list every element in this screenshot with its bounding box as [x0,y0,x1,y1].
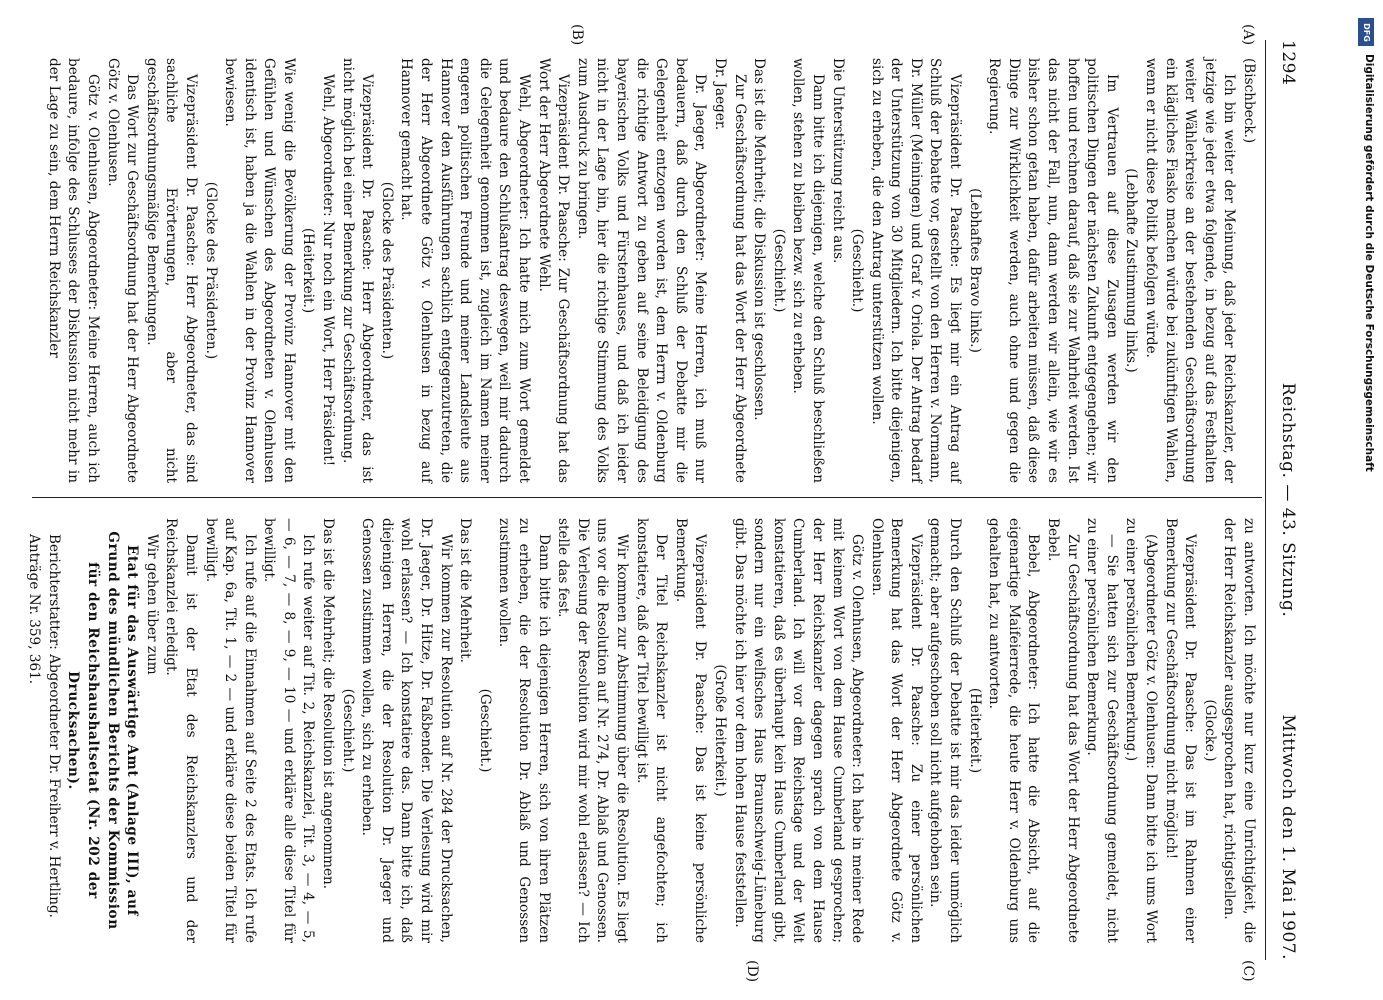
paragraph: Ich rufe weiter auf Tit. 2, Reichskanzlei, Tit. 3, — 4, — 5, — 6, — 7, — 8, — 9, — 10 — und erkläre alle diese Titel für bewilligt. [261,518,317,943]
paragraph: Götz v. Olenhusen, Abgeordneter: Ich habe in meiner Rede mit keinem Wort von dem Hause Cumberland gesprochen; der Herr Reichskanzler dagegen sprach von dem Hause Cumberland. Ich will vor dem Reichstage und der Welt konstatieren, daß es überhaupt kein Haus Cumberland gibt, sondern nur ein welfisches Haus Braunschweig-Lüneburg gibt. Das möchte ich hier vor dem hohen Hause feststellen. [731,518,866,943]
margin-marker-a: (A) [1240,24,1256,46]
agenda-item-heading: Etat für das Auswärtige Amt (Anlage III), auf Grund des mündlichen Berichts der Kommission für den Reichshaushaltsetat (Nr. 202 der Drucksachen). [65,531,141,930]
paragraph: zu antworten. Ich möchte nur kurz eine Unrichtigkeit, die der Herr Reichskanzler ausgesprochen hat, richtigstellen. [1221,518,1257,943]
paragraph: Wie wenig die Bevölkerung der Provinz Hannover mit den Gefühlen und Wünschen des Abgeordneten v. Olenhusen identisch ist, haben ja die Wahlen in der Provinz Hannover bewiesen. [222,58,297,483]
paragraph: — Sie hatten sich zur Geschäftsordnung gemeldet, nicht zu einer persönlichen Bemerkung. [1084,518,1120,943]
stage-direction: (Heiterkeit.) [966,687,983,774]
page-number: 1294 [1278,40,1298,86]
paragraph: Wir gehen über zum [143,534,160,675]
stage-direction: (Glocke des Präsidenten.) [378,181,395,360]
column-divider [32,497,1262,498]
stage-direction: (Glocke des Präsidenten.) [202,181,219,360]
dfg-logo: DFG [1358,18,1374,46]
paragraph: Durch den Schluß der Debatte ist mir das leider unmöglich gemacht; aber aufgeschoben soll nicht aufgehoben sein. [927,518,964,943]
paragraph: Wehl, Abgeordneter: Nur noch ein Wort, Herr Präsident! [320,74,337,467]
margin-marker-b: (B) [569,24,585,46]
right-column [24,518,1258,943]
header-rule [1265,40,1266,960]
stage-direction: (Geschieht.) [476,688,493,773]
paragraph: Wehl, Abgeordneter: Ich hatte mich zum Wort gemeldet und bedaure den Schlußantrag deswegen, weil mir dadurch die Gelegenheit genommen ist, zugleich im Namen meiner engeren politischen Freunde und meiner Landsleute aus Hannover den Ausführungen sachlich entgegenzutreten, die der Herr Abgeordnete Götz v. Olenhusen in bezug auf Hannover gemacht hat. [398,58,533,483]
paragraph: Ich bin weiter der Meinung, daß jeder Reichskanzler, der jetzige wie jeder etwa folgende, in bezug auf das Festhalten weiter Wählerkreise an der bestehenden Geschäftsordnung ein klägliches Fiasko machen würde bei zukünftigen Wahlen, wenn er nicht diese Politik befolgen würde. [1143,58,1238,483]
session-title: Reichstag. — 43. Sitzung. [1278,382,1298,618]
paragraph: Zur Geschäftsordnung hat das Wort der Herr Abgeordnete Dr. Jaeger. [711,58,748,483]
paragraph: Damit ist der Etat des Reichskanzlers und der Reichskanzlei erledigt. [163,518,199,943]
paragraph: Dann bitte ich diejenigen Herren, sich von ihren Plätzen zu erheben, die der Resolution Dr. Ablaß und Genossen zustimmen wollen. [496,518,552,943]
paragraph: Das ist die Mehrheit. [457,518,474,663]
paragraph: Bebel, Abgeordneter: Ich hatte die Absicht, auf die eigenartige Maifeierrede, die heute Herr v. Oldenburg uns gehalten hat, zu antworten. [986,518,1042,943]
paragraph: Wir kommen zur Abstimmung über die Resolution. Es liegt uns vor die Resolution auf Nr. 274, Dr. Ablaß und Genossen. Die Verlesung der Resolution wird mir wohl erlassen? — Ich stelle das fest. [555,518,630,943]
page-header [1268,40,1298,960]
paragraph: (Abgeordneter Götz v. Olenhusen: Dann bitte ich ums Wort zu einer persönlichen Bemerkung.) [1123,518,1160,943]
paragraph: Vizepräsident Dr. Paasche: Das ist keine persönliche Bemerkung. [672,518,709,943]
margin-marker-c: (C) [1240,960,1256,982]
paragraph: Zur Geschäftsordnung hat das Wort der Herr Abgeordnete Bebel. [1045,518,1081,943]
paragraph: Vizepräsident Dr. Paasche: Zur Geschäftsordnung hat das Wort der Herr Abgeordnete Wehl. [535,58,572,483]
speaker-continuation: (Bischbeck.) [1241,58,1257,144]
paragraph: Das Wort zur Geschäftsordnung hat der Herr Abgeordnete Götz v. Olenhusen. [104,58,141,483]
paragraph: Im Vertrauen auf diese Zusagen werden wir den politischen Dingen der nächsten Zukunft entgegengehen; wir hoffen und rechnen darauf, daß sie zur Wahrheit werden. Ist das nicht der Fall, nun, dann werden wir allein, wie wir es bisher schon getan haben, dafür arbeiten müssen, daß diese Dinge zur Wirklichkeit werden, auch ohne und gegen die Regierung. [986,58,1120,483]
paragraph: Das ist die Mehrheit; die Resolution ist angenommen. [320,518,337,890]
stage-direction: (Geschieht.) [849,228,866,313]
paragraph: Das ist die Mehrheit; die Diskussion ist geschlossen. [751,58,768,421]
left-column [43,58,1258,483]
session-date: Mittwoch den 1. Mai 1907. [1278,714,1298,960]
stage-direction: (Große Heiterkeit.) [711,664,728,797]
paragraph: Dr. Jaeger, Abgeordneter: Meine Herren, ich muß nur bedauern, daß durch den Schluß der Debatte mir die Gelegenheit entzogen worden ist, dem Herrn v. Oldenburg die richtige Antwort zu geben auf seine Beleidigung des bayerischen Volks und Fürstenhauses, und daß ich leider nicht in der Lage bin, hier die richtige Stimmung des Volks zum Ausdruck zu bringen. [574,58,709,483]
margin-marker-d: (D) [744,960,760,983]
stage-direction: (Lebhafte Zustimmung links.) [1123,168,1140,373]
stage-direction: (Geschieht.) [770,228,787,313]
paragraph: Anträge Nr. 359, 361. [26,534,43,685]
paragraph: Götz v. Olenhusen, Abgeordneter: Meine Herren, auch ich bedaure, infolge des Schlusses der Diskussion nicht mehr in der Lage zu sein, dem Herrn Reichskanzler [45,58,101,483]
paragraph: Vizepräsident Dr. Paasche: Herr Abgeordneter, das ist nicht möglich bei einer Bemerkung zur Geschäftsordnung. [339,58,376,483]
paragraph: Vizepräsident Dr. Paasche: Es liegt mir ein Antrag auf Schluß der Debatte vor, gestellt von den Herren v. Normann, Dr. Müller (Meiningen) und Graf v. Oriola. Der Antrag bedarf der Unterstützung von 30 Mitgliedern. Ich bitte diejenigen, sich zu erheben, die den Antrag unterstützen wollen. [868,58,964,483]
paragraph: Ich rufe auf die Einnahmen auf Seite 2 des Etats. Ich rufe auf Kap. 6a, Tit. 1, — 2 — und erkläre diese beiden Titel für bewilligt. [202,518,258,943]
stage-direction: (Heiterkeit.) [300,227,317,314]
paragraph: Die Unterstützung reicht aus. [829,58,846,264]
paragraph: Dann bitte ich diejenigen, welche den Schluß beschließen wollen, stehen zu bleiben bezw. sich zu erheben. [790,58,826,483]
digitization-note: Digitalisierung gefördert durch die Deutsche Forschungsgemeinschaft [1363,54,1375,472]
stage-direction: (Geschieht.) [339,688,356,773]
paragraph: Vizepräsident Dr. Paasche: Zu einer persönlichen Bemerkung hat das Wort der Herr Abgeordnete Götz v. Olenhusen. [868,518,924,943]
digitization-sidebar [1357,10,1379,990]
paragraph: Der Titel Reichskanzler ist nicht angefochten; ich konstatiere, daß der Titel bewilligt ist. [633,518,670,943]
paragraph: Wir kommen zur Resolution auf Nr. 284 der Drucksachen, Dr. Jaeger, Dr. Hitze, Dr. Faßbender. Die Verlesung wird mir wohl erlassen? — Ich konstatiere das. Dann bitte ich, daß diejenigen Herren, die der Resolution Dr. Jaeger und Genossen zustimmen wollen, sich zu erheben. [359,518,454,943]
stage-direction: (Glocke.) [1201,699,1218,762]
paragraph: Vizepräsident Dr. Paasche: Das ist im Rahmen einer Bemerkung zur Geschäftsordnung nicht möglich! [1162,518,1199,943]
stage-direction: (Lebhaftes Bravo links.) [966,188,983,353]
paragraph: Vizepräsident Dr. Paasche: Herr Abgeordneter, das sind sachliche Erörterungen, aber nicht geschäftsordnungsmäßige Bemerkungen. [143,58,199,483]
paragraph: Berichterstatter: Abgeordneter Dr. Freiherr v. Hertling. [45,534,62,918]
